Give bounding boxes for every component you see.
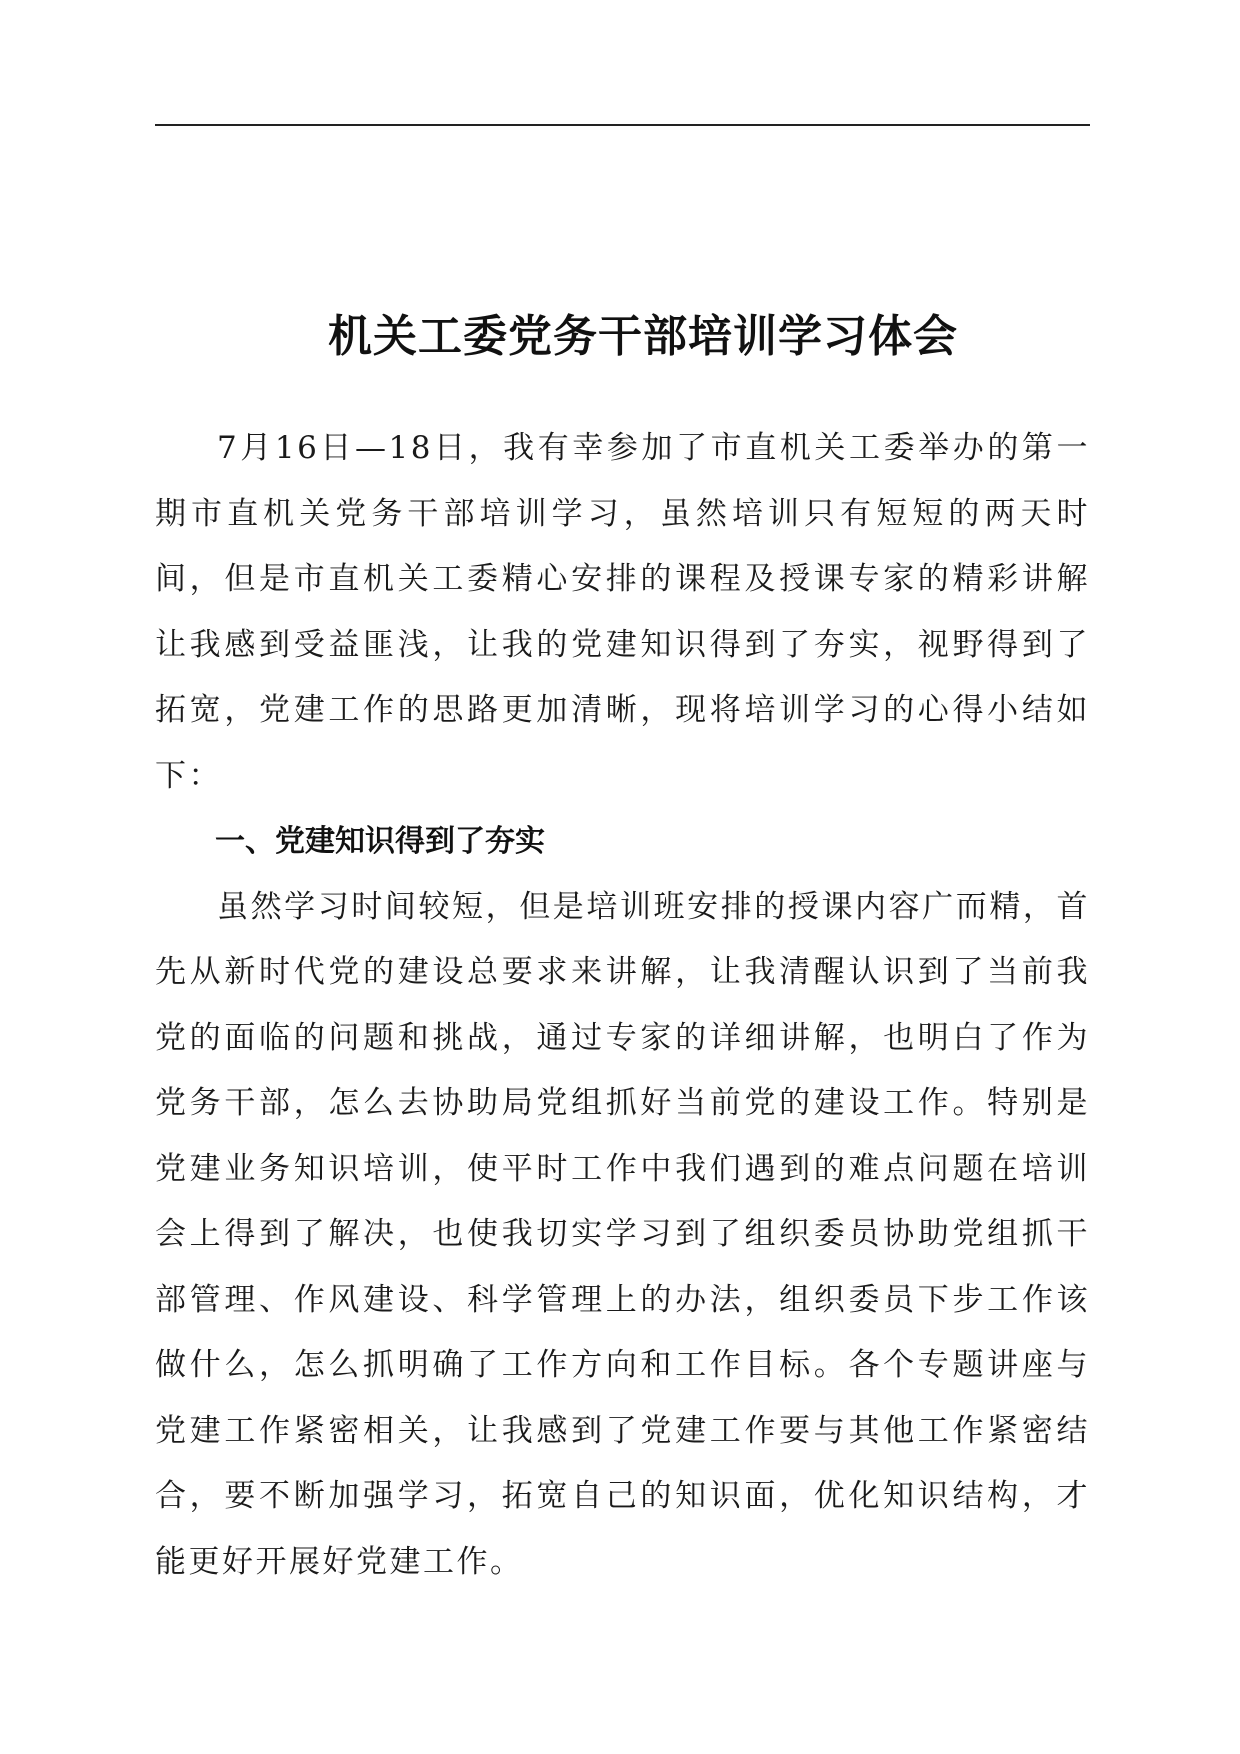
intro-paragraph: 7月16日—18日，我有幸参加了市直机关工委举办的第一期市直机关党务干部培训学习，虽然培训只有短短的两天时间，但是市直机关工委精心安排的课程及授课专家的精彩讲解让我感到受益匪浅，让我的党建知识得到了夯实，视野得到了拓宽，党建工作的思路更加清晰，现将培训学习的心得小结如下： xyxy=(155,430,1090,794)
document-title: 机关工委党务干部培训学习体会 xyxy=(328,311,958,363)
header-divider xyxy=(155,124,1090,126)
section-heading: 一、党建知识得到了夯实 xyxy=(215,824,545,859)
document-body xyxy=(155,416,1090,1595)
section-paragraph: 虽然学习时间较短，但是培训班安排的授课内容广而精，首先从新时代党的建设总要求来讲解，让我清醒认识到了当前我党的面临的问题和挑战，通过专家的详细讲解，也明白了作为党务干部，怎么去协助局党组抓好当前党的建设工作。特别是党建业务知识培训，使平时工作中我们遇到的难点问题在培训会上得到了解决，也使我切实学习到了组织委员协助党组抓干部管理、作风建设、科学管理上的办法，组织委员下步工作该做什么，怎么抓明确了工作方向和工作目标。各个专题讲座与党建工作紧密相关，让我感到了党建工作要与其他工作紧密结合，要不断加强学习，拓宽自己的知识面，优化知识结构，才能更好开展好党建工作。 xyxy=(155,888,1090,1580)
